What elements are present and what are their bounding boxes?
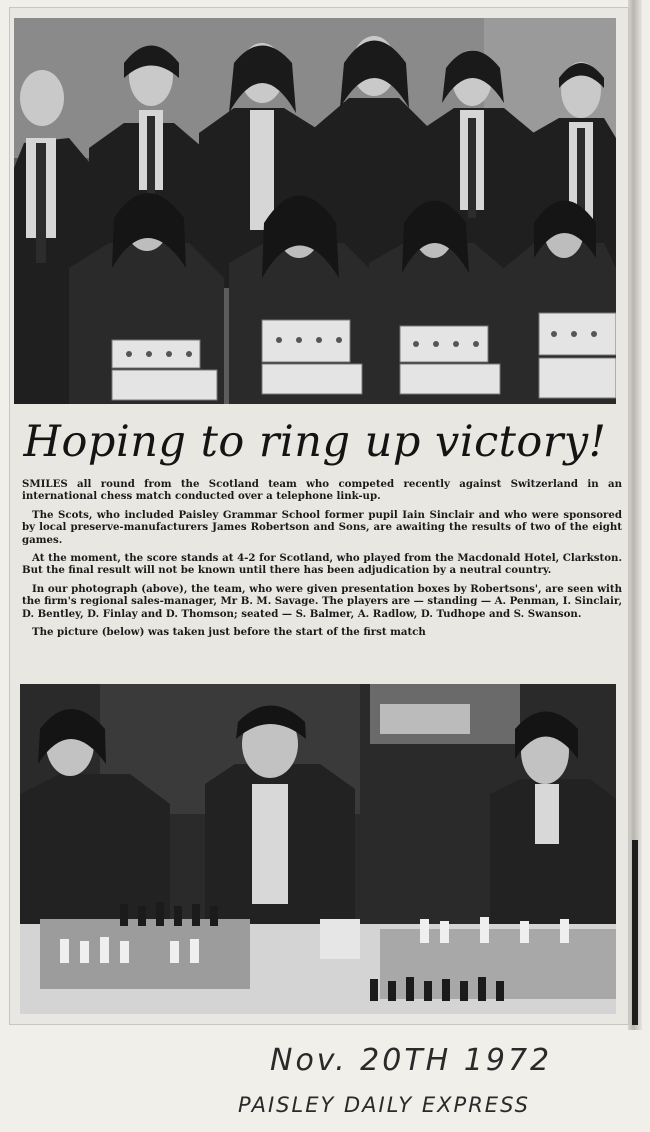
handwritten-date-note [230, 1032, 610, 1124]
article-body [22, 478, 622, 644]
article-paragraph: The Scots, who included Paisley Grammar School former pupil Iain Sinclair and who were sponsored by local preserve-manufacturers James Robertson and Sons, are awaiting the results of two of the eight games. [22, 508, 622, 546]
team-group-photo [14, 18, 616, 404]
article-paragraph: In our photograph (above), the team, who were given presentation boxes by Robertsons', are seen with the firm's regional sales-manager, Mr B. M. Savage. The players are — standing — A. Penman, I. Sinclair, D. Bentley, D. Finlay and D. Thomson; seated — S. Balmer, A. Radlow, D. Tudhope and S. Swanson. [22, 582, 622, 620]
scan-edge-mark [632, 840, 638, 1025]
handwritten-source: PAISLEY DAILY EXPRESS [238, 1093, 530, 1117]
handwritten-date: Nov. 20TH 1972 [270, 1043, 553, 1078]
article-paragraph: At the moment, the score stands at 4-2 for Scotland, who played from the Macdonald Hotel, Clarkston. But the final result will not be known until there has been adjudication by a neutral country. [22, 552, 622, 577]
article-paragraph: The picture (below) was taken just before the start of the first match [32, 626, 426, 639]
chess-match-photo [20, 684, 616, 1014]
article-paragraph: SMILES all round from the Scotland team who competed recently against Switzerland in an international chess match conducted over a telephone link-up. [22, 478, 622, 503]
article-headline: Hoping to ring up victory! [23, 417, 607, 467]
